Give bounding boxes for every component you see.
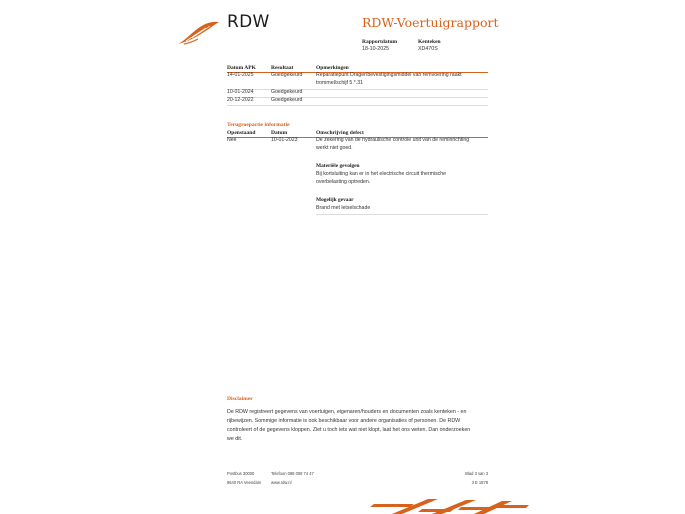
recall-defect-line2: werkt niet goed. xyxy=(316,145,353,151)
apk-row-3-date: 20-12-2022 xyxy=(227,97,254,103)
consequences-line2: overbelasting optreden. xyxy=(316,179,371,185)
recall-section-title: Terugroepactie informatie xyxy=(227,122,290,128)
footer-city: 9640 RA Veendam xyxy=(227,480,262,485)
disclaimer-line4: we dit. xyxy=(227,436,243,442)
disclaimer-title: Disclaimer xyxy=(227,396,253,402)
disclaimer-line2: rijbewijzen. Sommige informatie is ook beschikbaar voor andere organisaties of personen. De RDW xyxy=(227,418,461,424)
logo-text: RDW xyxy=(227,12,270,32)
recall-col-defect: Omschrijving defect xyxy=(316,130,364,136)
footer-page: Blad 3 van 3 xyxy=(465,471,488,476)
consequences-title: Materiële gevolgen xyxy=(316,163,360,169)
decorative-stripes-icon xyxy=(370,494,530,514)
disclaimer-line3: controleert of de gegevens kloppen. Ziet u toch iets wat niet klopt, laat het ons weten. Dan onderzoeken xyxy=(227,427,471,433)
recall-defect-line1: De zekering van de hydraulische controle unit van de reminrichting xyxy=(316,137,470,143)
footer-phone: Telefoon 088 008 74 47 xyxy=(271,471,314,476)
danger-text: Brand met letselschade xyxy=(316,205,371,211)
recall-open-value: Nee xyxy=(227,137,237,143)
apk-col-remarks: Opmerkingen xyxy=(316,65,349,71)
report-title: RDW-Voertuigrapport xyxy=(362,15,499,30)
consequences-line1: Bij kortsluiting kan er in het electrische circuit thermische xyxy=(316,171,447,177)
footer-code: 3 E 1878 xyxy=(471,480,488,485)
rdw-logo-icon xyxy=(176,20,220,46)
recall-col-date: Datum xyxy=(271,130,288,136)
report-date-label: Rapportdatum xyxy=(362,39,398,45)
apk-col-date: Datum APK xyxy=(227,65,256,71)
footer-web[interactable]: www.rdw.nl xyxy=(271,480,292,485)
apk-row-1-result: Goedgekeurd xyxy=(271,72,303,78)
apk-row-1-remark-line1: Reparatiepunt Drager/bevestigingsmiddel van remvoering raakt xyxy=(316,72,462,78)
apk-row-1-date: 14-01-2025 xyxy=(227,72,254,78)
footer-postbus: Postbus 30000 xyxy=(227,471,255,476)
apk-col-result: Resultaat xyxy=(271,65,294,71)
recall-date-value: 10-01-2023 xyxy=(271,137,298,143)
plate-label: Kenteken xyxy=(418,39,441,45)
recall-col-open: Openstaand xyxy=(227,130,256,136)
apk-row-2-result: Goedgekeurd xyxy=(271,89,303,95)
row-divider xyxy=(316,214,488,215)
danger-title: Mogelijk gevaar xyxy=(316,197,354,203)
apk-row-3-result: Goedgekeurd xyxy=(271,97,303,103)
row-divider xyxy=(227,89,488,90)
plate-value: XD470S xyxy=(418,46,438,52)
report-date-value: 18-10-2025 xyxy=(362,46,390,52)
apk-row-1-remark-line2: trommel/schijf 5.*.31 xyxy=(316,80,363,86)
row-divider xyxy=(227,105,488,106)
row-divider xyxy=(227,97,488,98)
apk-row-2-date: 10-01-2024 xyxy=(227,89,254,95)
disclaimer-line1: De RDW registreert gegevens van voertuigen, eigenaren/houders en documenten zoals kenteken - en xyxy=(227,409,467,415)
